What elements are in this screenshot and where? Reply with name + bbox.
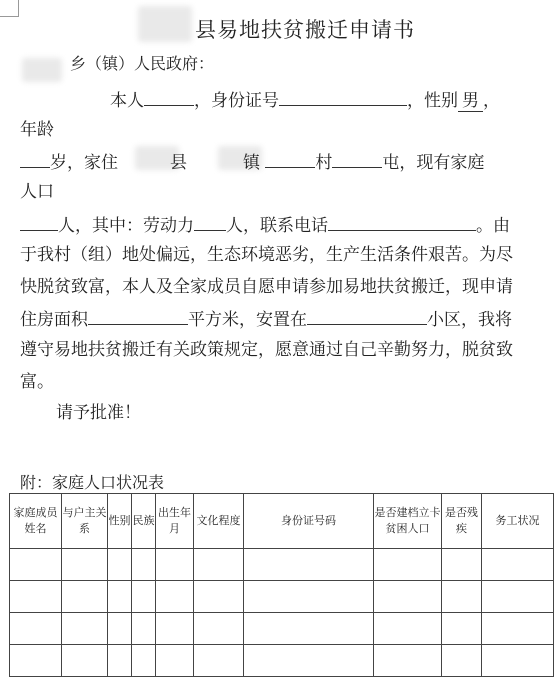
table-cell[interactable] [108,581,132,613]
table-cell[interactable] [374,549,442,581]
applicant-line: 本人 ，身份证号 ，性别 男 ， [110,87,548,113]
table-cell[interactable] [156,581,194,613]
sex-label: ，性别 [407,91,458,111]
table-cell[interactable] [62,581,108,613]
table-cell[interactable] [132,645,156,677]
id-label: ，身份证号 [194,91,279,111]
table-cell[interactable] [374,581,442,613]
name-blank[interactable] [144,87,194,106]
table-row [10,613,554,645]
table-cell[interactable] [62,645,108,677]
table-cell[interactable] [194,645,244,677]
table-cell[interactable] [482,581,554,613]
table-cell[interactable] [374,613,442,645]
village-blank[interactable] [265,149,315,168]
housing-label: 住房面积 [20,310,88,330]
table-row [10,645,554,677]
table-cell[interactable] [244,613,374,645]
table-cell[interactable] [194,581,244,613]
phone-blank[interactable] [328,212,476,231]
table-cell[interactable] [10,613,62,645]
table-row [10,581,554,613]
area-blank[interactable] [88,306,188,325]
table-cell[interactable] [132,549,156,581]
header-ethnicity: 民族 [132,494,156,549]
table-cell[interactable] [108,613,132,645]
header-education: 文化程度 [194,494,244,549]
self-label: 本人 [110,91,144,111]
line6-tail: 。由 [476,216,510,236]
table-cell[interactable] [482,549,554,581]
table-cell[interactable] [156,645,194,677]
age-unit: 岁，家住 [50,153,118,173]
people-unit: 人，其中：劳动力 [58,216,194,236]
table-row [10,549,554,581]
document-title: 县易地扶贫搬迁申请书 [195,18,415,42]
table-cell[interactable] [194,613,244,645]
header-employment: 务工状况 [482,494,554,549]
table-cell[interactable] [62,613,108,645]
sqm-label: 平方米，安置在 [188,310,307,330]
table-cell[interactable] [442,581,482,613]
table-cell[interactable] [10,581,62,613]
table-cell[interactable] [132,581,156,613]
table-cell[interactable] [482,645,554,677]
tun-label: 屯，现有家庭 [382,153,485,173]
table-cell[interactable] [156,613,194,645]
housing-line [20,306,548,332]
population-blank[interactable] [20,212,58,231]
table-cell[interactable] [10,645,62,677]
table-cell[interactable] [194,549,244,581]
header-disabled: 是否残疾 [442,494,482,549]
table-cell[interactable] [108,645,132,677]
table-cell[interactable] [374,645,442,677]
table-cell[interactable] [244,549,374,581]
header-birth-date: 出生年月 [156,494,194,549]
body-line-11: 富。 [20,372,54,392]
labor-blank[interactable] [194,212,226,231]
body-line-7: 于我村（组）地处偏远，生态环境恶劣，生产生活条件艰苦。为尽 [20,245,513,265]
table-cell[interactable] [132,613,156,645]
labor-unit: 人，联系电话 [226,216,328,236]
table-cell[interactable] [62,549,108,581]
request-line: 请予批准！ [56,403,141,423]
family-population-table [9,493,554,677]
header-member-name: 家庭成员姓名 [10,494,62,549]
table-cell[interactable] [244,645,374,677]
redacted-county-name [138,6,192,42]
header-id-number: 身份证号码 [244,494,374,549]
county-label: 县 [170,153,187,173]
redacted-township-name [22,58,62,82]
town-label: 镇 [243,153,260,173]
body-line-10: 遵守易地扶贫搬迁有关政策规定，愿意通过自己辛勤努力，脱贫致 [20,340,513,360]
table-cell[interactable] [244,581,374,613]
table-cell[interactable] [10,549,62,581]
header-registered-poor: 是否建档立卡贫困人口 [374,494,442,549]
page-corner-mark [0,0,19,17]
village-label: 村 [315,153,333,173]
header-relation: 与户主关系 [62,494,108,549]
table-cell[interactable] [442,613,482,645]
body-line-8: 快脱贫致富，本人及全家成员自愿申请参加易地扶贫搬迁，现申请 [20,277,513,297]
population-label-line: 人口 [20,182,54,202]
appendix-title: 附：家庭人口状况表 [20,473,165,492]
header-sex: 性别 [108,494,132,549]
table-cell[interactable] [442,645,482,677]
sex-value: 男 [458,91,483,112]
tun-blank[interactable] [332,149,382,168]
community-label: 小区，我将 [427,310,512,330]
table-cell[interactable] [482,613,554,645]
age-blank[interactable] [20,149,50,168]
age-label-line: 年龄 [20,120,54,140]
residence-line [20,149,548,175]
id-number-blank[interactable] [279,87,407,106]
addressee-line: 乡（镇）人民政府： [70,54,215,73]
community-blank[interactable] [307,306,427,325]
table-cell[interactable] [156,549,194,581]
table-cell[interactable] [108,549,132,581]
members-line [20,212,548,238]
table-cell[interactable] [442,549,482,581]
